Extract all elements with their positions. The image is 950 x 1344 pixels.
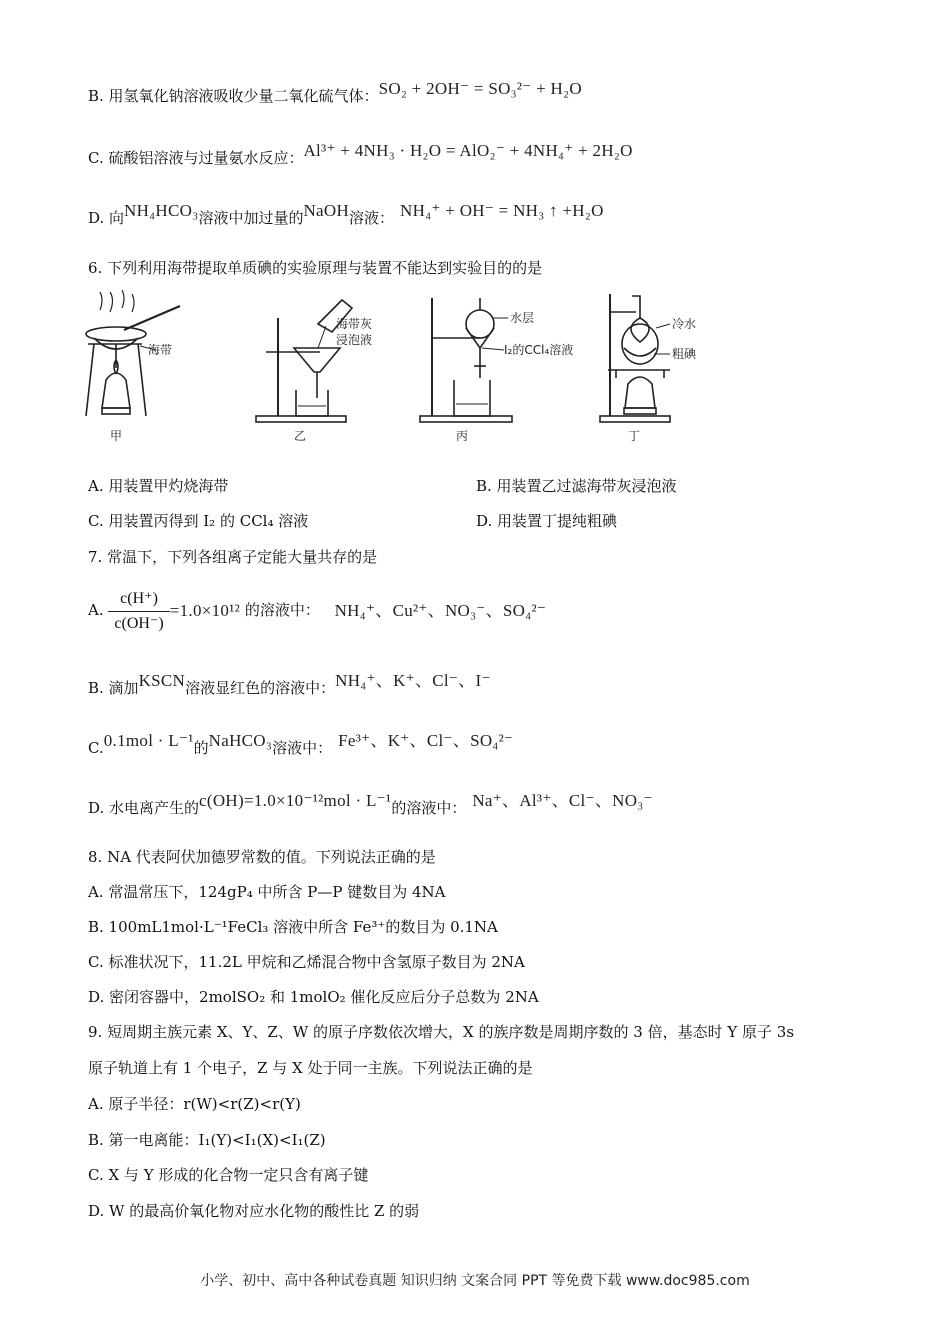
q6-apparatus-figure — [80, 288, 760, 448]
q5-option-d-equation: NH₄⁺ + OH⁻ = NH₃ ↑ +H₂O — [400, 201, 604, 220]
label-yi-annot2: 浸泡液 — [336, 333, 373, 347]
q7-fraction-numerator: c(H⁺) — [108, 589, 169, 612]
apparatus-ding — [600, 294, 670, 422]
q7-option-d-pre: D. 水电离产生的 — [88, 799, 200, 817]
q9-option-a: A. 原子半径：r(W)<r(Z)<r(Y) — [88, 1095, 301, 1113]
q9-stem-line2: 原子轨道上有 1 个电子，Z 与 X 处于同一主族。下列说法正确的是 — [88, 1059, 533, 1077]
apparatus-bing — [420, 298, 512, 422]
q5-option-d-post: 溶液： — [349, 209, 395, 227]
q7-option-a-prefix: A. — [88, 601, 104, 619]
q7-option-d-concentration: c(OH)=1.0×10⁻¹²mol · L⁻¹ — [199, 791, 392, 810]
q8-option-b: B. 100mL1mol·L⁻¹FeCl₃ 溶液中所含 Fe³⁺的数目为 0.1NA — [88, 918, 498, 936]
q7-option-c-de: 的 — [193, 739, 209, 757]
q7-option-d — [88, 791, 653, 819]
q7-option-c — [88, 731, 514, 759]
label-yi: 乙 — [294, 429, 307, 443]
q7-option-c-mid: 溶液中： — [272, 739, 333, 757]
label-bing: 丙 — [456, 429, 469, 443]
q9-option-d: D. W 的最高价氧化物对应水化物的酸性比 Z 的弱 — [88, 1202, 420, 1220]
q7-option-d-ions: Na⁺、Al³⁺、Cl⁻、NO₃⁻ — [472, 791, 653, 810]
q5-option-d — [88, 201, 604, 229]
page-footer: 小学、初中、高中各种试卷真题 知识归纳 文案合同 PPT 等免费下载 www.doc985.com — [200, 1273, 750, 1289]
label-bing-annot1: 水层 — [510, 311, 535, 325]
q7-option-b — [88, 671, 491, 699]
q7-option-a-fraction — [108, 589, 169, 634]
q8-option-c: C. 标准状况下，11.2L 甲烷和乙烯混合物中含氢原子数目为 2NA — [88, 953, 525, 971]
label-jia: 甲 — [110, 429, 123, 443]
q5-option-d-pre: D. 向 — [88, 209, 125, 227]
q5-option-b-text: B. 用氢氧化钠溶液吸收少量二氧化硫气体： — [88, 87, 379, 105]
q7-option-b-pre: B. 滴加 — [88, 679, 139, 697]
q7-option-d-mid: 的溶液中： — [391, 799, 467, 817]
q8-option-a: A. 常温常压下，124gP₄ 中所含 P—P 键数目为 4NA — [88, 883, 446, 901]
q7-stem: 7. 常温下，下列各组离子定能大量共存的是 — [88, 548, 378, 566]
q7-option-b-mid: 溶液显红色的溶液中： — [185, 679, 336, 697]
label-ding-annot2: 粗碘 — [672, 347, 697, 361]
q5-option-c-equation: Al³⁺ + 4NH₃ · H₂O = AlO₂⁻ + 4NH₄⁺ + 2H₂O — [303, 141, 633, 160]
q9-stem-line1: 9. 短周期主族元素 X、Y、Z、W 的原子序数依次增大，X 的族序数是周期序数的 3 倍，基态时 Y 原子 3s — [88, 1023, 795, 1041]
q9-option-c: C. X 与 Y 形成的化合物一定只含有离子键 — [88, 1166, 369, 1184]
q6-option-d: D. 用装置丁提纯粗碘 — [476, 512, 618, 530]
q6-option-c: C. 用装置丙得到 I₂ 的 CCl₄ 溶液 — [88, 512, 309, 530]
q7-option-b-reagent: KSCN — [138, 671, 186, 690]
label-bing-annot2: I₂的CCl₄溶液 — [504, 343, 574, 357]
q7-option-b-ions: NH₄⁺、K⁺、Cl⁻、I⁻ — [335, 671, 491, 690]
q5-option-d-reagent1: NH₄HCO₃ — [124, 201, 199, 220]
q5-option-c — [88, 141, 633, 169]
label-jia-annot: 海带 — [148, 343, 173, 357]
q5-option-b-equation: SO₂ + 2OH⁻ = SO₃²⁻ + H₂O — [378, 79, 582, 98]
q7-option-a-ions: NH₄⁺、Cu²⁺、NO₃⁻、SO₄²⁻ — [334, 601, 547, 620]
q7-option-c-ions: Fe³⁺、K⁺、Cl⁻、SO₄²⁻ — [338, 731, 514, 750]
q8-stem: 8. NA 代表阿伏加德罗常数的值。下列说法正确的是 — [88, 848, 436, 866]
q6-option-a: A. 用装置甲灼烧海带 — [88, 477, 229, 495]
q5-option-d-reagent2: NaOH — [303, 201, 350, 220]
q7-option-a-mid: 的溶液中： — [244, 601, 320, 619]
q7-option-a-value: =1.0×10¹² — [169, 601, 241, 620]
q7-option-c-concentration: 0.1mol · L⁻¹ — [103, 731, 194, 750]
q7-option-c-reagent: NaHCO₃ — [208, 731, 273, 750]
q7-option-c-pre: C. — [88, 739, 104, 757]
q9-option-b: B. 第一电离能：I₁(Y)<I₁(X)<I₁(Z) — [88, 1131, 326, 1149]
q8-option-d: D. 密闭容器中，2molSO₂ 和 1molO₂ 催化反应后分子总数为 2NA — [88, 988, 539, 1006]
q6-stem: 6. 下列利用海带提取单质碘的实验原理与装置不能达到实验目的的是 — [88, 259, 543, 277]
q7-option-a — [88, 582, 546, 638]
label-ding-annot1: 冷水 — [672, 317, 697, 331]
q5-option-b — [88, 79, 582, 107]
q6-option-b: B. 用装置乙过滤海带灰浸泡液 — [476, 477, 677, 495]
q5-option-d-mid: 溶液中加过量的 — [198, 209, 304, 227]
q5-option-c-text: C. 硫酸铝溶液与过量氨水反应： — [88, 149, 304, 167]
label-ding: 丁 — [628, 429, 641, 443]
label-yi-annot1: 海带灰 — [336, 317, 373, 331]
q7-fraction-denominator: c(OH⁻) — [114, 614, 164, 632]
